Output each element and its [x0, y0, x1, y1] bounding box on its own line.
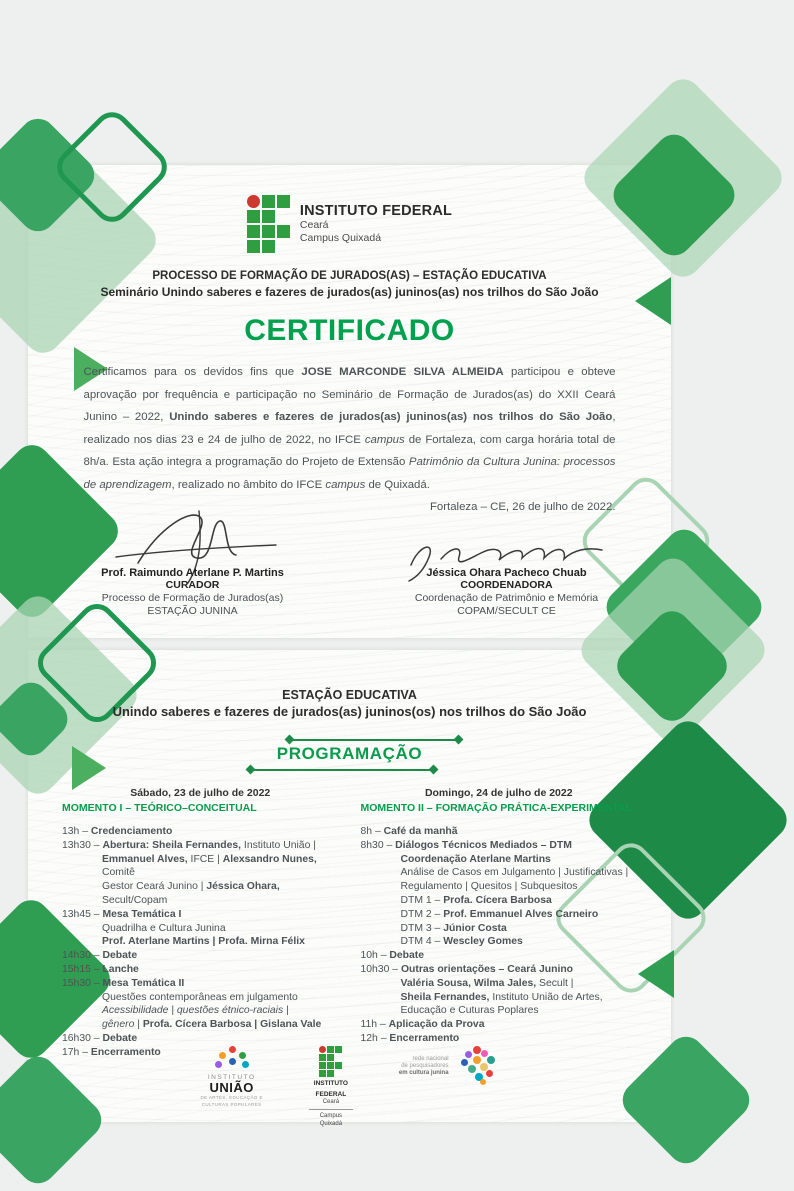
signer-name: Jéssica Ohara Pacheco Chuab: [426, 566, 587, 579]
signer-org-line1: Coordenação de Patrimônio e Memória: [414, 591, 599, 604]
schedule-line: gênero | Profa. Cícera Barbosa | Gislana Vale: [102, 1019, 322, 1031]
program-title-block: [28, 739, 671, 771]
rede-map-icon: [453, 1046, 499, 1086]
certificate-date-line: Fortaleza – CE, 26 de julho de 2022.: [429, 501, 616, 513]
schedule-line: 13h45 – Mesa Temática I: [62, 908, 182, 920]
schedule-line: 12h – Encerramento: [360, 1032, 460, 1044]
certificate-title: CERTIFICADO: [244, 314, 455, 347]
program-header-line1: ESTAÇÃO EDUCATIVA: [282, 688, 417, 702]
rede-label-line3: em cultura junina: [398, 1069, 449, 1076]
schedule-line: Prof. Aterlane Martins | Profa. Mirna Félix: [102, 936, 305, 948]
schedule-line: 10h – Debate: [360, 950, 425, 962]
schedule-line: DTM 4 – Wescley Gomes: [400, 936, 523, 948]
column-moment-title: MOMENTO I – TEÓRICO–CONCEITUAL: [62, 802, 257, 814]
column-date: Domingo, 24 de julho de 2022: [424, 787, 573, 799]
if-logo-mark-icon: [319, 1046, 342, 1077]
signer-org-line2: COPAM/SECULT CE: [457, 604, 556, 617]
schedule-line: Gestor Ceará Junino | Jéssica Ohara, Secult/Copam: [102, 881, 280, 906]
column-sunday: [361, 787, 638, 1060]
schedule-line: Coordenação Aterlane Martins: [400, 853, 551, 865]
footer-logos: [28, 1046, 671, 1128]
if-logo-mark-icon: [247, 195, 290, 253]
uniao-star-icon: [215, 1046, 249, 1072]
schedule-line: 17h – Encerramento: [62, 1046, 161, 1058]
schedule-line: Emmanuel Alves, IFCE | Alexsandro Nunes, Comitê: [102, 853, 317, 879]
uniao-subtext-line1: DE ARTES, EDUCAÇÃO E: [200, 1095, 263, 1100]
certificate-header-line2: Seminário Unindo saberes e fazeres de jurados(as) juninos(as) nos trilhos do São João: [100, 285, 599, 299]
uniao-label-big: UNIÃO: [209, 1080, 254, 1095]
signature-curador: [53, 567, 333, 618]
schedule-line: 10h30 – Outras orientações – Ceará Junino: [360, 963, 574, 975]
schedule-line: 15h30 – Mesa Temática II: [62, 977, 185, 989]
schedule-line: Sheila Fernandes, Instituto União de Artes,: [400, 991, 603, 1003]
signature-coordenadora: [367, 567, 647, 618]
ifce-label-line5: Quixadá: [319, 1121, 343, 1127]
schedule-line: 8h – Café da manhã: [360, 826, 458, 837]
instituto-uniao-logo: [200, 1046, 262, 1107]
signatures-row: [28, 567, 671, 618]
deco-arrow-line: [251, 769, 433, 771]
rede-label-line2: de pesquisadores: [401, 1062, 449, 1069]
program-page: [28, 650, 671, 1127]
ifce-label-line1: INSTITUTO: [313, 1080, 348, 1087]
column-date: Sábado, 23 de julho de 2022: [130, 787, 271, 799]
schedule-line: 8h30 – Diálogos Técnicos Mediados – DTM: [360, 839, 572, 851]
ifce-logo-divider: [309, 1109, 353, 1110]
uniao-label-small: INSTITUTO: [207, 1074, 256, 1081]
column-moment-title: MOMENTO II – FORMAÇÃO PRÁTICA-EXPERIMENTAL: [360, 802, 632, 814]
ifce-label-line4: Campus: [319, 1113, 343, 1119]
program-title: PROGRAMAÇÃO: [276, 744, 423, 763]
schedule-line: Educação e Cuturas Poplares: [400, 1005, 539, 1017]
schedule-line: Questões contemporâneas em julgamento: [102, 991, 298, 1003]
logo-line2: Ceará: [299, 219, 329, 231]
schedule-line: Análise de Casos em Julgamento | Justificativas |: [400, 867, 629, 879]
schedule-line: 14h30 – Debate: [62, 950, 138, 962]
logo-title: INSTITUTO FEDERAL: [299, 203, 453, 219]
schedule-line: DTM 3 – Júnior Costa: [400, 922, 507, 934]
schedule-line: Acessibilidade | questões étnico-raciais |: [102, 1005, 289, 1017]
ifce-footer-logo: [309, 1046, 353, 1128]
ifce-label-line2: FEDERAL: [315, 1090, 347, 1098]
signer-name: Prof. Raimundo Aterlane P. Martins: [101, 566, 284, 579]
certificate-page: [28, 165, 671, 638]
certificate-header-line1: PROCESSO DE FORMAÇÃO DE JURADOS(AS) – ESTAÇÃO EDUCATIVA: [152, 270, 547, 282]
logo-line3: Campus Quixadá: [299, 232, 382, 244]
schedule-line: 13h30 – Abertura: Sheila Fernandes, Instituto União |: [62, 839, 316, 851]
schedule-line: 11h – Aplicação da Prova: [360, 1019, 485, 1031]
uniao-subtext-line2: CULTURAS POPULARES: [201, 1101, 262, 1107]
deco-arrow-line: [290, 739, 458, 741]
column-saturday: [62, 787, 339, 1060]
schedule-line: 16h30 – Debate: [62, 1032, 138, 1044]
signer-org-line2: ESTAÇÃO JUNINA: [147, 604, 238, 617]
rede-label-line1: rede nacional: [412, 1055, 449, 1062]
ifce-logo: [28, 165, 671, 253]
schedule-line: 13h – Credenciamento: [62, 826, 173, 837]
schedule-line: 15h15 – Lanche: [62, 963, 139, 975]
schedule-line: DTM 1 – Profa. Cícera Barbosa: [400, 894, 552, 906]
signer-role: CURADOR: [165, 578, 220, 591]
ifce-label-line3: Ceará: [322, 1099, 340, 1105]
schedule-list: [361, 825, 638, 1046]
program-header-line2: Unindo saberes e fazeres de jurados(as) juninos(os) nos trilhos do São João: [112, 704, 587, 719]
program-columns: [28, 787, 671, 1060]
schedule-list: [62, 825, 339, 1060]
schedule-line: Valéria Sousa, Wilma Jales, Secult |: [400, 977, 574, 989]
schedule-line: Regulamento | Quesitos | Subquesitos: [400, 881, 578, 893]
signer-role: COORDENADORA: [460, 578, 553, 591]
schedule-line: DTM 2 – Prof. Emmanuel Alves Carneiro: [400, 908, 599, 920]
certificate-body: Certificamos para os devidos fins que JOSE MARCONDE SILVA ALMEIDA participou e obteve aprovação por frequência e participação no Seminário de Formação de Jurados(as) do XXII Ceará Junino – 2022, Unindo saberes e fazeres de jurados(as) juninos(as) nos trilhos do São João, realizado nos dias 23 e 24 de julho de 2022, no IFCE campus de Fortaleza, com carga horária total de 8h/a. Esta ação integra a programação do Projeto de Extensão Patrimônio da Cultura Junina: processos de aprendizagem, realizado no âmbito do IFCE campus de Quixadá.: [83, 366, 616, 491]
schedule-line: Quadrilha e Cultura Junina: [102, 922, 226, 934]
rede-nacional-logo: [399, 1046, 499, 1086]
signer-org-line1: Processo de Formação de Jurados(as): [101, 591, 284, 604]
